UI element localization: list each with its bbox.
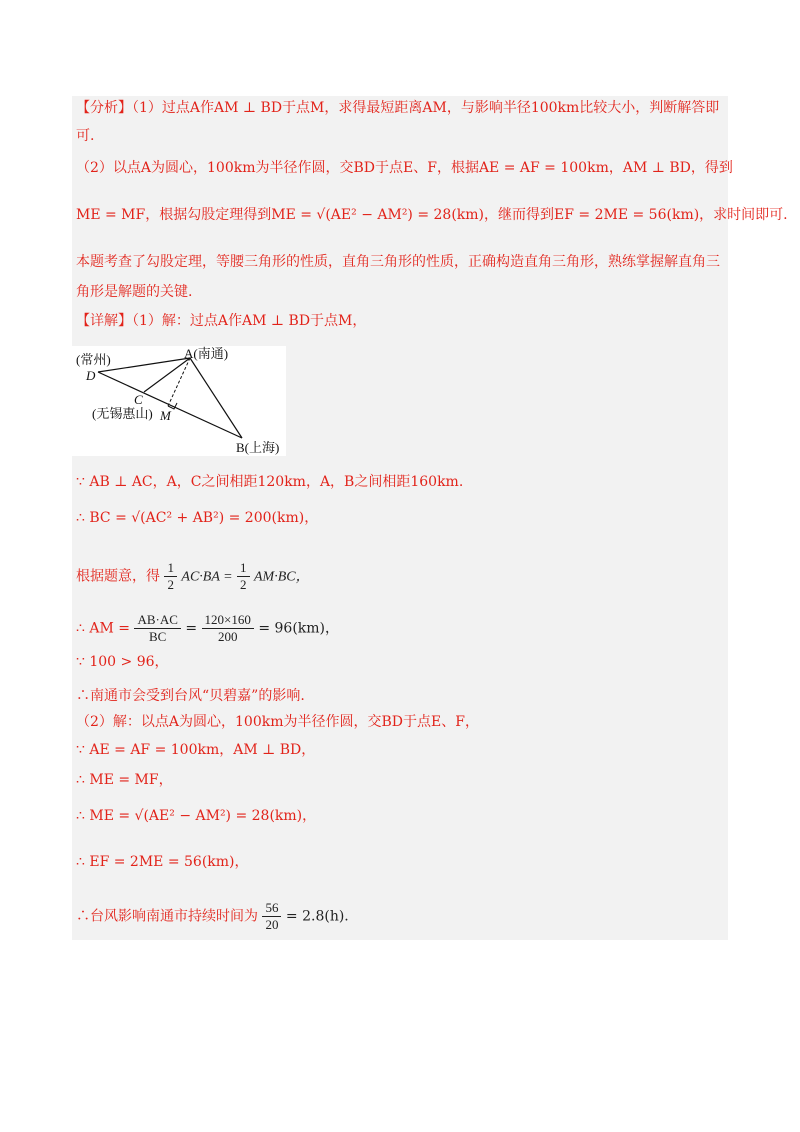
- detail-line-10: ∴ ME = MF，: [76, 772, 173, 788]
- detail-line-5: ∴ AM = $\frac{AB\cdot AC}{BC}$ = $\frac{120\times 160}{200}$ = 96(km)，: [76, 612, 340, 644]
- analysis-line-1: 【分析】（1）过点A作AM ⊥ BD于点M，求得最短距离AM，与影响半径100km比较大小，判断解答即: [76, 100, 720, 116]
- detail-line-6: ∵ 100 > 96，: [76, 654, 169, 670]
- duration-result: = 2.8(h).: [285, 908, 349, 925]
- detail-line-12: ∴ EF = 2ME = 56(km)，: [76, 854, 249, 870]
- label-d-city: (常州): [76, 352, 111, 367]
- am-result: = 96(km)，: [258, 620, 340, 637]
- triangle-diagram: [72, 346, 286, 456]
- analysis-line-5: 本题考查了勾股定理，等腰三角形的性质，直角三角形的性质，正确构造直角三角形，熟练掌握解直角三: [76, 254, 720, 270]
- am-fraction-2: $\frac{120\times 160}{200}$: [202, 612, 254, 645]
- detail-line-4: [76, 560, 310, 593]
- half-fraction-1: $\frac{1}{2}$: [164, 560, 177, 593]
- detail-line-8: （2）解：以点A为圆心，100km为半径作圆，交BD于点E、F，: [76, 714, 479, 730]
- label-d: D: [86, 368, 96, 383]
- analysis-line-4: ME = MF，根据勾股定理得到ME = √(AE² − AM²) = 28(km)，继而得到EF = 2ME = 56(km)，求时间即可.: [76, 207, 788, 223]
- detail-line-1: 【详解】（1）解：过点A作AM ⊥ BD于点M，: [76, 313, 367, 329]
- analysis-line-2: 可.: [76, 128, 95, 144]
- detail-line-2: ∵ AB ⊥ AC，A，C之间相距120km，A，B之间相距160km.: [76, 474, 464, 490]
- detail-line-11: ∴ ME = √(AE² − AM²) = 28(km)，: [76, 808, 317, 824]
- detail-line-4-tail: AM·BC，: [254, 569, 310, 585]
- half-fraction-2: $\frac{1}{2}$: [237, 560, 250, 593]
- detail-line-13: [76, 900, 349, 933]
- label-a: A(南通): [184, 346, 229, 361]
- triangle-figure: [72, 346, 286, 456]
- analysis-line-6: 角形是解题的关键.: [76, 284, 193, 300]
- label-c-city: (无锡惠山): [92, 406, 153, 421]
- duration-lead: ∴台风影响南通市持续时间为: [76, 908, 258, 925]
- duration-fraction: $\frac{56}{20}$: [262, 900, 281, 933]
- detail-line-9: ∵ AE = AF = 100km，AM ⊥ BD，: [76, 742, 316, 758]
- label-m: M: [160, 408, 171, 423]
- detail-line-4-mid: AC·BA =: [181, 569, 233, 585]
- am-lead: ∴ AM =: [76, 620, 130, 637]
- am-fraction-1: $\frac{AB\cdot AC}{BC}$: [134, 612, 180, 645]
- label-b: B(上海): [236, 440, 280, 455]
- detail-line-7: ∴南通市会受到台风“贝碧嘉”的影响.: [76, 688, 305, 704]
- label-c: C: [134, 392, 143, 407]
- detail-line-3: ∴ BC = √(AC² + AB²) = 200(km)，: [76, 510, 319, 526]
- detail-line-4-lead: 根据题意，得: [76, 568, 160, 585]
- analysis-line-3: （2）以点A为圆心，100km为半径作圆，交BD于点E、F，根据AE = AF = 100km，AM ⊥ BD，得到: [76, 160, 733, 176]
